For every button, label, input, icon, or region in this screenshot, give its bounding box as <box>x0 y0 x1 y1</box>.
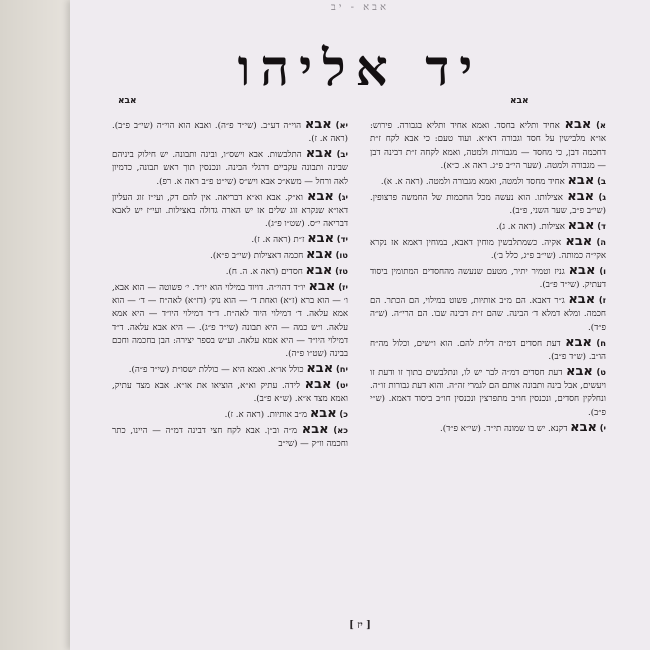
entry <box>370 365 606 420</box>
entry-head: אבא <box>565 233 593 249</box>
entry <box>370 118 606 173</box>
entry <box>370 421 606 436</box>
entry-head: אבא <box>567 217 595 233</box>
entry <box>112 362 348 377</box>
entry <box>112 378 348 407</box>
entry <box>112 118 348 147</box>
entry <box>112 248 348 263</box>
entry <box>370 336 606 365</box>
entry-head: אבא <box>308 278 336 294</box>
entry-head: אבא <box>307 188 334 204</box>
entry <box>112 232 348 247</box>
entry-number: טו) <box>335 250 348 261</box>
book-gutter <box>0 0 70 650</box>
entry-head: אבא <box>564 117 592 132</box>
entry-text: התלבשות. אבא וישס״ו, ובינה ותבונה. יש חילוק ביניהם שבינה ותבונה עקביים דרגלי הבינה. ונכנסין תוך ראש תבונה, כדמיון לאה ורחל — משא״כ אבא ויש״ס (שי״ט פ״ב ראה א. רפ). <box>112 150 348 187</box>
entry <box>112 147 348 189</box>
entry-number: ד) <box>597 220 606 231</box>
entry-text: חסדים (ראה א. ה. ח). <box>225 266 303 277</box>
entry-text: לידה. עתיק וא״א, הוציאו את או״א. אבא מצד עתיק, ואמא מצד א״א. (ש״א פ״ב). <box>112 381 348 405</box>
entry-head: אבא <box>306 247 333 263</box>
entry-text: אקיה. כשמתלבשין מוחין דאבא, במוחין דאמא אז נקרא אקי״ה כמותה. (שי״ב פ״ג, כלל ב׳). <box>370 237 606 262</box>
entry-head: אבא <box>304 377 332 393</box>
entry-number: ז) <box>598 295 606 306</box>
entry-text: גניז וטמיר יתיר, מטעם שנעשה מהחסדים המתומין ביסוד דעתיק. (שי״ד פ״ב). <box>370 266 606 291</box>
entry-text: ג״ר דאבא. הם מ״ב אותיות, פשוט במילוי, הם הכתר. הם חכמה. ומלא דמלא ד׳ הבינה. שהם ז״ת דבינה שבו. הם הרי״ה. (ש״ה פ״ד). <box>370 296 606 333</box>
entry-number: יח) <box>335 364 348 375</box>
entry-text: דעת חסדים דמ״ה דלית להם. הוא ו״שים, וכלול מה״ח הו״ב. (ש״ד פ״ב). <box>370 338 606 362</box>
entry-number: טז) <box>335 265 348 276</box>
entry-number: ח) <box>596 337 606 348</box>
entry-text: ז״ת (ראה א. ז). <box>251 235 305 246</box>
entry-text: אחיד מחסד ולמטה, ואמא מגבורה ולמטה. (ראה א. א). <box>380 176 565 187</box>
entry <box>112 423 348 452</box>
entry-text: דעת חסדים דמ״ה לבר יש לו, ונתלבשים בתוך זו ודעת זו ויעשים, אבל בינה ותבונה אותם הם לגמרי זה״ה. והוא דעת גבורות זו״ה. ונחלקין חסדים, ונכנסין חו״ב מתפרצין ונכנסין חו״ב ביסוד דאמא. (ש״י פ״ב). <box>370 367 606 418</box>
entry-head: אבא <box>567 172 595 188</box>
entry <box>370 293 606 335</box>
entry-head: אבא <box>309 406 337 422</box>
entry-head: אבא <box>567 188 595 204</box>
entry-number: ט) <box>596 366 607 377</box>
entry <box>112 190 348 232</box>
entry <box>370 174 606 189</box>
right-column <box>370 118 606 436</box>
entry-text: יו״ד דהוי״ה. דויוד במילוי הוא יו״ד. י׳ פשוטה — הוא אבא, ו׳ — הוא ברא (ז״א) ואחת ד׳ — הוא נוק׳ (דז״א) לאה״ח — ד׳ — הוא אמא עלאה. ד׳ דמילוי היוד לאה״ח. ד״ד דמילוי היו״ד — היא אמא עלאה. ו״ש כמה — היא תבונה (שי״ד פ״ג). — היא אבא עלאה. ד״ד דמילוי היו״ד — היא אמא עלאה. וע״ש בספר יצירה: הבן בחכמה וחכם בבינה (שט״ו פ״ה). <box>112 282 348 360</box>
entry <box>112 280 348 362</box>
entry-text: מ״ב אותיות. (ראה א. ז). <box>224 410 308 421</box>
right-column-head: אבא <box>510 96 529 106</box>
entry <box>112 407 348 422</box>
entry <box>370 264 606 293</box>
entry <box>370 190 606 219</box>
entry-head: אבא <box>568 262 596 278</box>
entry-head: אבא <box>566 363 593 379</box>
entry-text: חכמה דאצילות (שי״ב פ״א). <box>210 251 304 262</box>
entry-number: יא) <box>335 120 349 130</box>
entry-text: אצילותו. הוא נעשה מכל החכמות של החמשה פרצופין. (שי״ב פ״ב, שער השני, פ״ב). <box>370 192 606 216</box>
entry-number: יז) <box>338 281 348 292</box>
entry-number: כ) <box>339 409 348 420</box>
entry-head: אבא <box>306 361 334 377</box>
page-title: יד אליהו <box>237 38 483 97</box>
entry-number: ה) <box>596 236 607 247</box>
entry-text: מ״ה וב״ן. אבא לקח חצי דבינה דמ״ה — היינו, כתר וחכמה וו״ק — (שי״ב <box>112 426 348 450</box>
entry-text: דקנא. יש בו שמונה תי״ד. (שי״א פ״ד). <box>440 423 568 434</box>
entry-text: אצילות. (ראה א. ג). <box>496 221 565 232</box>
entry <box>112 264 348 279</box>
entry-head: אבא <box>568 292 596 308</box>
entry-number: א) <box>596 120 607 130</box>
entry-text: וא״ק. אבא וא״א דבריאה. אין להם דק, ועי״ז זוג העליון דאו״א שנקרא זוג שלים אז יש הארה גדולה באצילות. ועי״ז יש לאבא דבריאה י״ס. (שט״ו פ״ג). <box>112 192 348 230</box>
entry-text: אחיד ותליא בחסד. ואמא אחיד ותליא בגבורה. פירוש: או״א מלבישין על חסד וגבורה דא״א. ועוד טעם: כי אבא לקח ז״ת דחכמה דבן, כי מחסד — מגבורות ולמטה, ואמא לקחה ז״ת דבינה דבן — מגבורה ולמטה. (שער הי״ב פ״ג. ראה א. כ״א). <box>370 121 606 171</box>
entry-head: אבא <box>307 231 335 247</box>
entry-number: יב) <box>336 149 349 160</box>
running-head: אבא - יב <box>331 2 389 13</box>
entry-number: ו) <box>599 265 607 276</box>
entry <box>370 235 606 264</box>
entry-number: ג) <box>598 191 607 202</box>
entry-text: כולל או״א. ואמא היא — כוללת ישסו״ת (שי״ד פ״ה). <box>128 365 304 376</box>
entry-head: אבא <box>301 422 329 438</box>
entry-number: יד) <box>336 234 348 245</box>
entry-head: אבא <box>565 334 592 350</box>
page-number: [ יז ] <box>349 620 371 631</box>
entry-head: אבא <box>304 117 332 132</box>
entry-text: הוי״ה דע״ב. (שי״ד פ״ה). ואבא הוא הוי״ה (שי״ב פ״ב). (ראה א. ז). <box>112 121 348 145</box>
entry-head: אבא <box>305 262 333 278</box>
book-page <box>70 0 650 650</box>
entry-number: כא) <box>333 425 348 436</box>
entry-number: ב) <box>597 175 606 186</box>
entry-number: י) <box>599 422 606 433</box>
left-column-head: אבא <box>118 96 137 106</box>
entry-number: יג) <box>337 191 349 202</box>
left-column <box>112 118 348 452</box>
entry <box>370 219 606 234</box>
entry-head: אבא <box>570 419 597 435</box>
entry-number: יט) <box>336 380 349 391</box>
entry-head: אבא <box>305 146 333 162</box>
